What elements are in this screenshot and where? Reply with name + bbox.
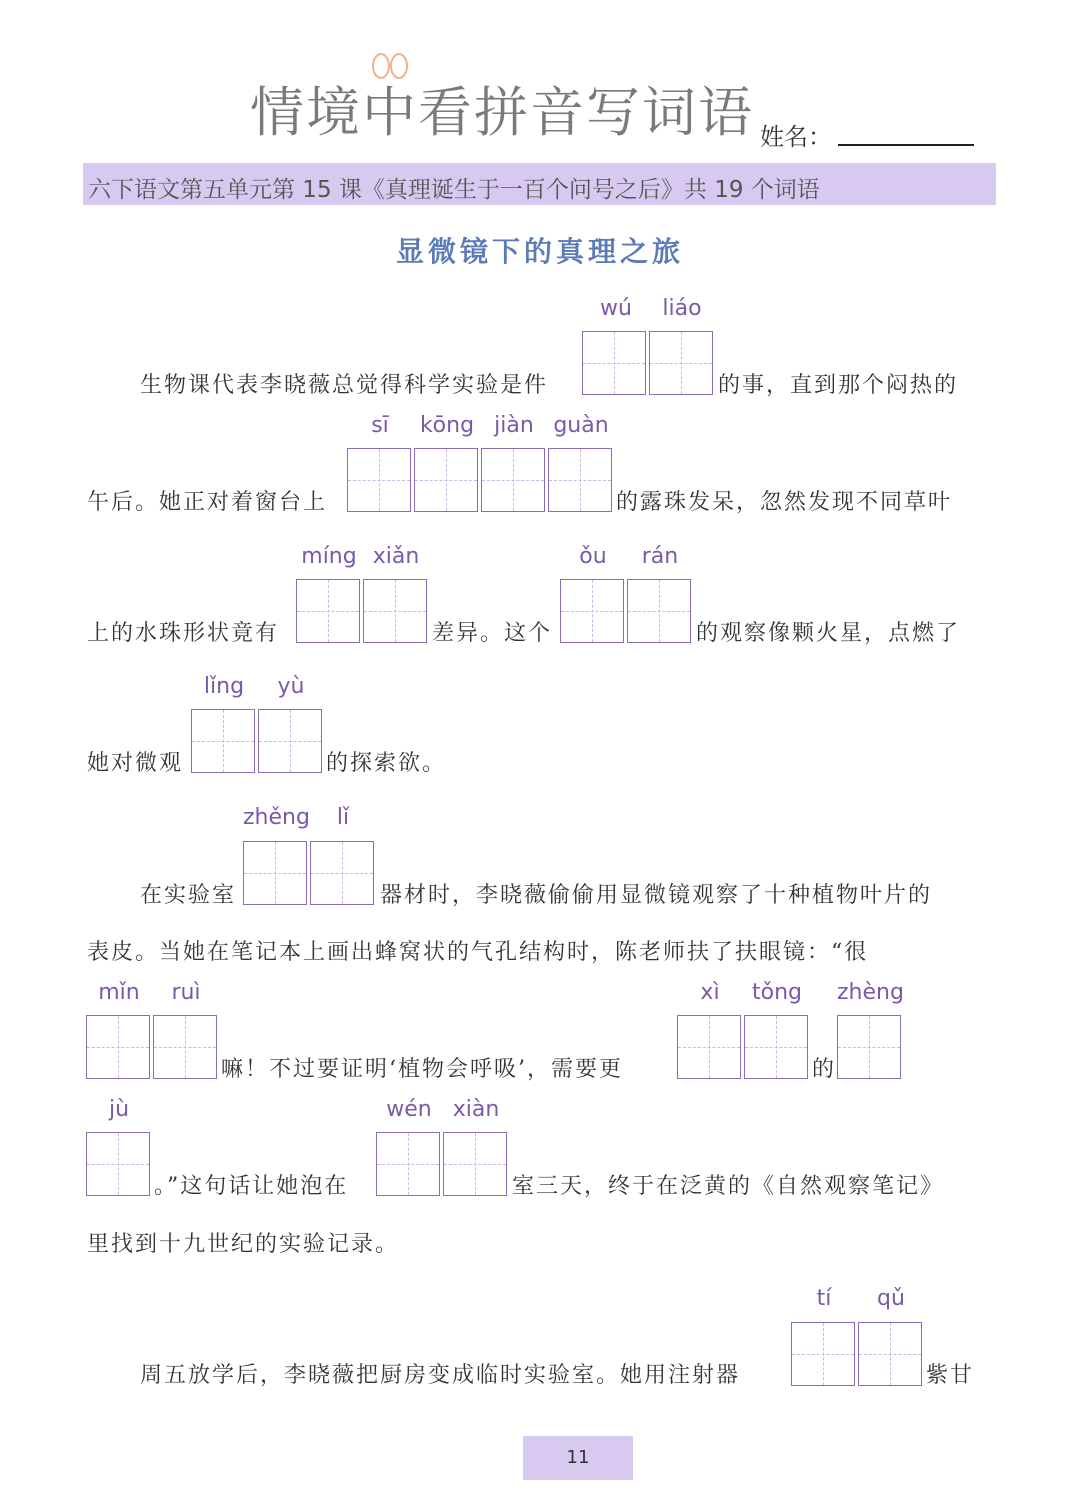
pinyin-label: tǒng [752, 980, 802, 1005]
name-blank-line[interactable] [838, 144, 974, 146]
pinyin-label: lǐng [203, 674, 245, 699]
story-text: 午后。她正对着窗台上 [87, 490, 328, 515]
pinyin-label: xiàn [452, 1097, 500, 1122]
answer-box[interactable] [443, 1132, 507, 1196]
pinyin-label: jù [108, 1097, 130, 1122]
answer-box[interactable] [86, 1015, 150, 1079]
answer-box[interactable] [363, 579, 427, 643]
answer-box[interactable] [310, 841, 374, 905]
pinyin-label: ruì [171, 980, 201, 1005]
story-title: 显微镜下的真理之旅 [395, 235, 684, 268]
answer-box[interactable] [858, 1322, 922, 1386]
answer-box[interactable] [837, 1015, 901, 1079]
bunny-ears-decoration [367, 52, 413, 80]
story-text: 的露珠发呆，忽然发现不同草叶 [616, 490, 953, 515]
pinyin-label: kōng [419, 413, 475, 438]
answer-box[interactable] [414, 448, 478, 512]
story-text: 室三天，终于在泛黄的《自然观察笔记》 [512, 1174, 945, 1199]
story-text: 生物课代表李晓薇总觉得科学实验是件 [140, 373, 549, 398]
story-text: 的观察像颗火星，点燃了 [696, 621, 961, 646]
answer-box[interactable] [347, 448, 411, 512]
pinyin-label: zhěng [243, 805, 310, 830]
story-text: 紫甘 [926, 1363, 975, 1388]
pinyin-label: sī [371, 413, 389, 438]
lesson-banner-text: 六下语文第五单元第 15 课《真理诞生于一百个问号之后》共 19 个词语 [88, 177, 820, 203]
pinyin-label: qǔ [877, 1286, 905, 1311]
answer-box[interactable] [791, 1322, 855, 1386]
worksheet-title: 情境中看拼音写词语 [250, 81, 754, 144]
story-text: 器材时，李晓薇偷偷用显微镜观察了十种植物叶片的 [380, 883, 933, 908]
pinyin-label: wén [386, 1097, 432, 1122]
answer-box[interactable] [649, 331, 713, 395]
answer-box[interactable] [627, 579, 691, 643]
pinyin-label: xì [700, 980, 720, 1005]
page-number: 11 [566, 1447, 590, 1468]
story-text: 的 [812, 1057, 837, 1082]
answer-box[interactable] [481, 448, 545, 512]
answer-box[interactable] [86, 1132, 150, 1196]
pinyin-label: tí [816, 1286, 832, 1311]
answer-box[interactable] [153, 1015, 217, 1079]
answer-box[interactable] [677, 1015, 741, 1079]
answer-box[interactable] [258, 709, 322, 773]
story-text: 周五放学后，李晓薇把厨房变成临时实验室。她用注射器 [140, 1363, 741, 1388]
pinyin-label: lǐ [336, 805, 350, 830]
pinyin-label: jiàn [494, 413, 534, 438]
pinyin-label: xiǎn [372, 544, 420, 569]
answer-box[interactable] [744, 1015, 808, 1079]
pinyin-label: zhèng [837, 980, 904, 1005]
pinyin-label: mǐn [98, 980, 140, 1005]
pinyin-label: wú [600, 296, 632, 321]
story-text: 的探索欲。 [326, 751, 447, 776]
story-text: 她对微观 [87, 751, 184, 776]
pinyin-label: míng [301, 544, 357, 569]
pinyin-label: guàn [553, 413, 609, 438]
answer-box[interactable] [296, 579, 360, 643]
answer-box[interactable] [191, 709, 255, 773]
story-text: 在实验室 [140, 883, 237, 908]
answer-box[interactable] [376, 1132, 440, 1196]
pinyin-label: yù [277, 674, 305, 699]
story-text: 表皮。当她在笔记本上画出蜂窝状的气孔结构时，陈老师扶了扶眼镜：“很 [87, 940, 869, 965]
pinyin-label: liáo [662, 296, 702, 321]
story-text: 。”这句话让她泡在 [154, 1174, 349, 1199]
name-label: 姓名： [760, 123, 832, 151]
pinyin-label: ǒu [579, 544, 607, 569]
pinyin-label: rán [641, 544, 679, 569]
answer-box[interactable] [548, 448, 612, 512]
story-text: 里找到十九世纪的实验记录。 [87, 1232, 400, 1257]
answer-box[interactable] [243, 841, 307, 905]
story-text: 嘛！不过要证明‘植物会呼吸’，需要更 [221, 1057, 623, 1082]
answer-box[interactable] [582, 331, 646, 395]
story-text: 的事，直到那个闷热的 [718, 373, 959, 398]
answer-box[interactable] [560, 579, 624, 643]
story-text: 差异。这个 [432, 621, 553, 646]
story-text: 上的水珠形状竟有 [87, 621, 280, 646]
